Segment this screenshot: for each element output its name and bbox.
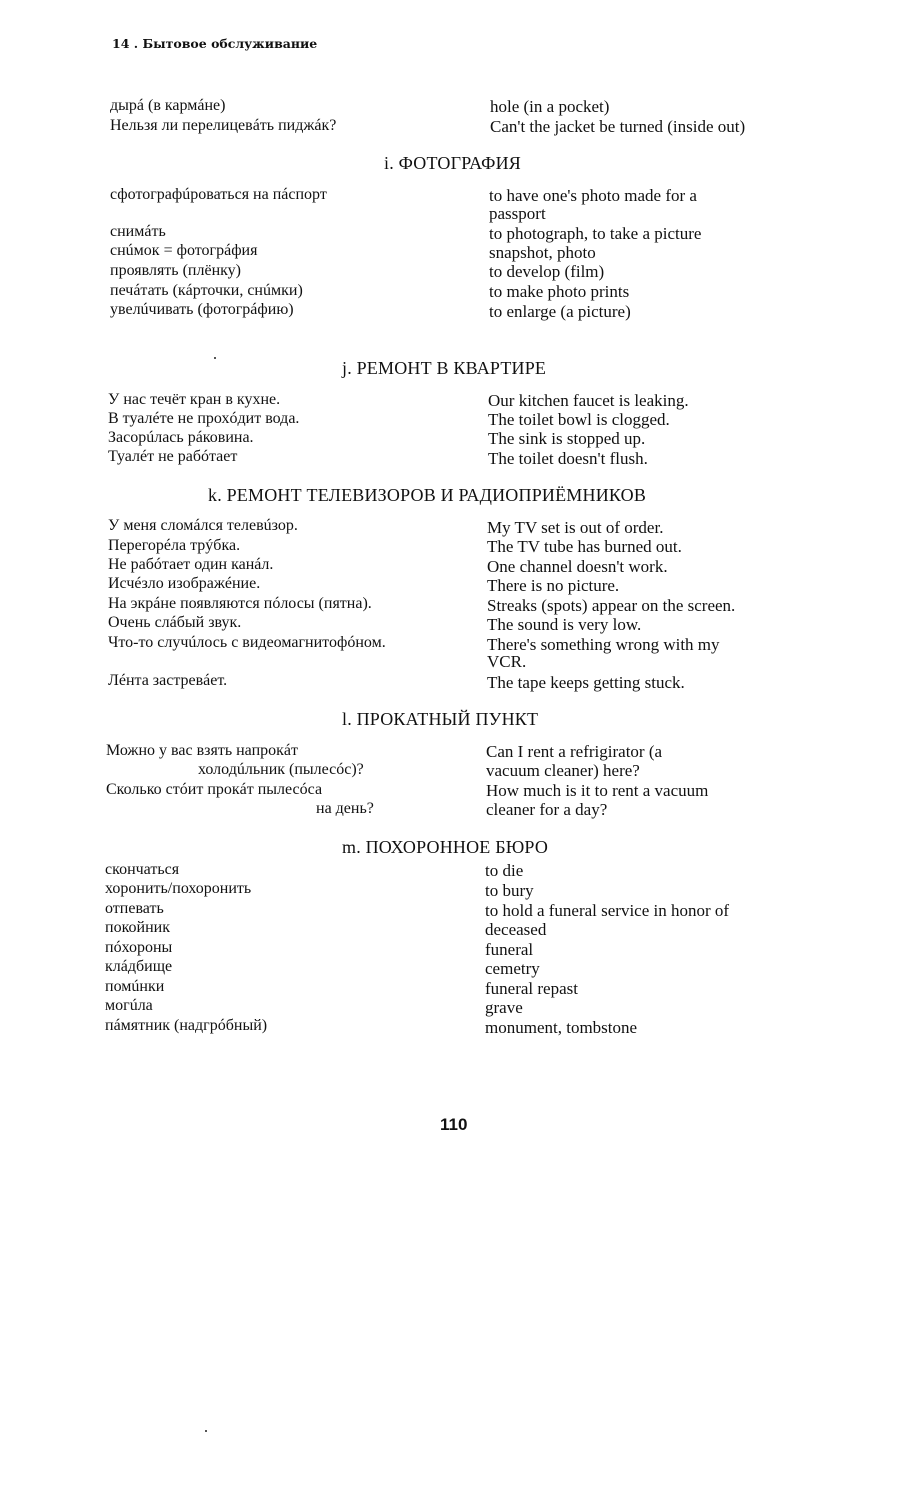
vocab-en: How much is it to rent a vacuum [486,781,709,800]
vocab-en: to enlarge (a picture) [489,302,631,321]
vocab-ru: покойник [105,919,170,936]
vocab-ru: снúмок = фотогрáфия [110,242,258,259]
vocab-ru: снимáть [110,223,166,240]
vocab-ru-cont: холодúльник (пылесóс)? [198,761,364,778]
vocab-en: There is no picture. [487,576,620,595]
vocab-ru: Не рабóтает один канáл. [108,556,274,573]
vocab-ru: клáдбище [105,958,173,975]
vocab-ru: Туалéт не рабóтает [108,448,238,465]
vocab-en-cont: VCR. [487,652,527,671]
vocab-en: One channel doesn't work. [487,557,668,576]
scan-speck [205,1430,207,1432]
vocab-ru: Лéнта застревáет. [108,672,228,689]
vocab-ru: Сколько стóит прокáт пылесóса [106,781,323,798]
vocab-en-cont: passport [489,204,546,223]
scan-speck [214,357,216,359]
vocab-en: The TV tube has burned out. [487,537,682,556]
vocab-en-cont: vacuum cleaner) here? [486,761,640,780]
vocab-en: Our kitchen faucet is leaking. [488,391,689,410]
vocab-ru: могúла [105,997,153,1014]
vocab-en: to photograph, to take a picture [489,224,702,243]
intro-en-0: hole (in a pocket) [490,97,610,116]
vocab-en: The sink is stopped up. [488,429,646,448]
vocab-en: snapshot, photo [489,243,596,262]
section-heading-k: k. РЕМОНТ ТЕЛЕВИЗОРОВ И РАДИОПРИЁМНИКОВ [208,485,647,505]
vocab-en: to have one's photo made for a [489,186,697,205]
vocab-en: to make photo prints [489,282,630,301]
vocab-en: Streaks (spots) appear on the screen. [487,596,736,615]
vocab-en: Can I rent a refrigirator (a [486,742,663,761]
section-heading-l: l. ПРОКАТНЫЙ ПУНКТ [342,709,539,729]
section-heading-j: j. РЕМОНТ В КВАРТИРЕ [342,358,547,378]
page-number: 110 [440,1115,468,1134]
vocab-en: to develop (film) [489,262,605,281]
vocab-ru: пóхороны [105,939,173,956]
vocab-ru: Засорúлась рáковина. [108,429,254,446]
vocab-en: deceased [485,920,547,939]
vocab-en: cemetry [485,959,540,978]
vocab-ru-cont: на день? [316,800,374,817]
vocab-ru: У нас течёт кран в кухне. [108,391,281,408]
vocab-ru: отпевать [105,900,164,917]
vocab-en: to bury [485,881,534,900]
section-heading-m: m. ПОХОРОННОЕ БЮРО [342,837,549,857]
vocab-ru: пáмятник (надгрóбный) [105,1017,268,1034]
vocab-ru: помúнки [105,978,165,995]
vocab-ru: Что-то случúлось с видеомагнитофóном. [108,634,386,651]
vocab-ru: печáтать (кáрточки, снúмки) [110,282,303,299]
vocab-en-cont: cleaner for a day? [486,800,608,819]
vocab-en: There's something wrong with my [487,635,720,654]
vocab-ru: увелúчивать (фотогрáфию) [110,301,294,318]
vocab-ru: На экрáне появляются пóлосы (пятна). [108,595,372,612]
vocab-en: monument, tombstone [485,1018,638,1037]
vocab-ru: Перегорéла трýбка. [108,537,241,554]
vocab-en: to hold a funeral service in honor of [485,901,730,920]
vocab-ru: Очень слáбый звук. [108,614,242,631]
vocab-en: grave [485,998,523,1017]
intro-ru-1: Нельзя ли перелицевáть пиджáк? [110,117,337,134]
vocab-ru: У меня сломáлся телевúзор. [108,517,298,534]
vocab-en: My TV set is out of order. [487,518,664,537]
vocab-ru: Можно у вас взять напрокáт [106,742,298,759]
vocab-ru: Исчéзло изображéние. [108,575,261,592]
vocab-en: The sound is very low. [487,615,642,634]
vocab-en: The toilet doesn't flush. [488,449,648,468]
running-header: 14 . Бытовое обслуживание [112,36,318,51]
vocab-ru: скончаться [105,861,180,878]
vocab-en: to die [485,861,524,880]
vocab-en: The tape keeps getting stuck. [487,673,685,692]
vocab-en: funeral repast [485,979,578,998]
vocab-ru: проявлять (плёнку) [110,262,242,279]
vocab-en: The toilet bowl is clogged. [488,410,670,429]
vocab-ru: В туалéте не прохóдит вода. [108,410,300,427]
vocab-ru: хоронить/похоронить [105,880,252,897]
section-heading-i: i. ФОТОГРАФИЯ [384,153,522,173]
intro-ru-0: дырá (в кармáне) [110,97,226,114]
intro-en-1: Can't the jacket be turned (inside out) [490,117,746,136]
vocab-ru: сфотографúроваться на пáспорт [110,186,327,203]
vocab-en: funeral [485,940,534,959]
